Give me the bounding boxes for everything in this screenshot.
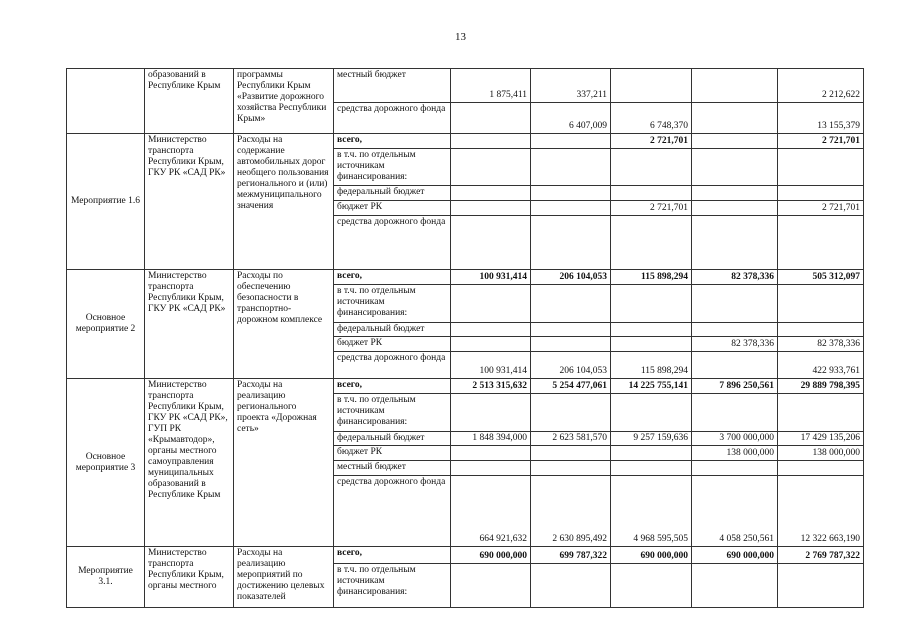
amount-cell [611, 564, 692, 608]
funding-source-cell: бюджет РК [334, 337, 451, 352]
amount-cell: 5 254 477,061 [531, 379, 611, 394]
table-row [67, 270, 864, 285]
amount-cell: 2 721,701 [778, 201, 864, 216]
amount-cell: 2 769 787,322 [778, 547, 864, 564]
amount-cell: 100 931,414 [451, 270, 531, 285]
amount-cell: 100 931,414 [451, 352, 531, 379]
amount-cell: 4 058 250,561 [692, 475, 778, 546]
measure-name-cell: Основное мероприятие 3 [67, 379, 145, 547]
amount-cell: 6 748,370 [611, 102, 692, 133]
measure-name-cell: Мероприятие 3.1. [67, 547, 145, 608]
amount-cell [692, 102, 778, 133]
measure-name-cell: Мероприятие 1.6 [67, 134, 145, 270]
funding-source-cell: средства дорожного фонда [334, 102, 451, 133]
amount-cell [451, 201, 531, 216]
amount-cell: 337,211 [531, 69, 611, 103]
amount-cell: 505 312,097 [778, 270, 864, 285]
amount-cell [611, 284, 692, 322]
funding-source-cell: федеральный бюджет [334, 431, 451, 446]
amount-cell [692, 148, 778, 186]
amount-cell [778, 215, 864, 270]
amount-cell: 664 921,632 [451, 475, 531, 546]
funding-source-cell: в т.ч. по отдельным источникам финансирования: [334, 393, 451, 431]
amount-cell [692, 134, 778, 149]
funding-source-cell: средства дорожного фонда [334, 352, 451, 379]
funding-source-cell: местный бюджет [334, 461, 451, 476]
amount-cell: 2 513 315,632 [451, 379, 531, 394]
amount-cell [778, 148, 864, 186]
amount-cell: 115 898,294 [611, 270, 692, 285]
amount-cell: 690 000,000 [451, 547, 531, 564]
amount-cell [692, 284, 778, 322]
amount-cell: 2 721,701 [778, 134, 864, 149]
amount-cell: 1 875,411 [451, 69, 531, 103]
amount-cell: 690 000,000 [692, 547, 778, 564]
amount-cell [692, 69, 778, 103]
measure-name-cell [67, 69, 145, 134]
table-row [67, 69, 864, 103]
funding-source-cell: в т.ч. по отдельным источникам финансирования: [334, 284, 451, 322]
amount-cell [451, 284, 531, 322]
amount-cell: 206 104,053 [531, 352, 611, 379]
amount-cell: 2 721,701 [611, 134, 692, 149]
amount-cell [531, 201, 611, 216]
amount-cell [451, 337, 531, 352]
executor-cell: образований в Республике Крым [145, 69, 234, 134]
amount-cell [692, 215, 778, 270]
amount-cell: 422 933,761 [778, 352, 864, 379]
amount-cell [531, 134, 611, 149]
amount-cell: 690 000,000 [611, 547, 692, 564]
amount-cell: 138 000,000 [778, 446, 864, 461]
amount-cell [611, 69, 692, 103]
amount-cell [611, 215, 692, 270]
amount-cell [451, 322, 531, 337]
funding-source-cell: в т.ч. по отдельным источникам финансирования: [334, 148, 451, 186]
amount-cell: 29 889 798,395 [778, 379, 864, 394]
amount-cell [611, 322, 692, 337]
amount-cell [692, 393, 778, 431]
amount-cell [531, 284, 611, 322]
amount-cell: 82 378,336 [692, 337, 778, 352]
executor-cell: Министерство транспорта Республики Крым, ГКУ РК «САД РК», ГУП РК «Крымавтодор», органы местного самоуправления муниципальных образований в Республике Крым [145, 379, 234, 547]
amount-cell: 699 787,322 [531, 547, 611, 564]
amount-cell [692, 352, 778, 379]
amount-cell: 17 429 135,206 [778, 431, 864, 446]
amount-cell [531, 337, 611, 352]
amount-cell [451, 215, 531, 270]
table-row [67, 379, 864, 394]
page-number: 13 [455, 31, 466, 43]
amount-cell: 2 623 581,570 [531, 431, 611, 446]
executor-cell: Министерство транспорта Республики Крым, ГКУ РК «САД РК» [145, 270, 234, 379]
amount-cell [531, 461, 611, 476]
description-cell: Расходы на реализацию мероприятий по достижению целевых показателей [234, 547, 334, 608]
amount-cell [451, 446, 531, 461]
amount-cell [451, 102, 531, 133]
amount-cell [611, 148, 692, 186]
funding-source-cell: федеральный бюджет [334, 322, 451, 337]
description-cell: программы Республики Крым «Развитие дорожного хозяйства Республики Крым» [234, 69, 334, 134]
amount-cell: 115 898,294 [611, 352, 692, 379]
amount-cell [531, 215, 611, 270]
amount-cell: 82 378,336 [692, 270, 778, 285]
executor-cell: Министерство транспорта Республики Крым, органы местного [145, 547, 234, 608]
amount-cell [451, 393, 531, 431]
amount-cell [451, 186, 531, 201]
funding-source-cell: средства дорожного фонда [334, 215, 451, 270]
amount-cell: 82 378,336 [778, 337, 864, 352]
amount-cell: 4 968 595,505 [611, 475, 692, 546]
funding-source-cell: всего, [334, 270, 451, 285]
amount-cell: 3 700 000,000 [692, 431, 778, 446]
amount-cell [531, 564, 611, 608]
amount-cell [692, 564, 778, 608]
funding-source-cell: федеральный бюджет [334, 186, 451, 201]
amount-cell [692, 322, 778, 337]
amount-cell [451, 134, 531, 149]
funding-source-cell: средства дорожного фонда [334, 475, 451, 546]
measure-name-cell: Основное мероприятие 2 [67, 270, 145, 379]
amount-cell [778, 322, 864, 337]
amount-cell [778, 564, 864, 608]
amount-cell [692, 461, 778, 476]
amount-cell [778, 186, 864, 201]
amount-cell: 14 225 755,141 [611, 379, 692, 394]
amount-cell [451, 564, 531, 608]
amount-cell [531, 186, 611, 201]
amount-cell [611, 186, 692, 201]
description-cell: Расходы на реализацию регионального проекта «Дорожная сеть» [234, 379, 334, 547]
amount-cell: 12 322 663,190 [778, 475, 864, 546]
funding-source-cell: в т.ч. по отдельным источникам финансирования: [334, 564, 451, 608]
amount-cell [531, 446, 611, 461]
funding-source-cell: бюджет РК [334, 201, 451, 216]
budget-table [66, 68, 864, 608]
amount-cell: 138 000,000 [692, 446, 778, 461]
amount-cell [778, 461, 864, 476]
amount-cell: 13 155,379 [778, 102, 864, 133]
table-row [67, 547, 864, 564]
amount-cell: 2 721,701 [611, 201, 692, 216]
description-cell: Расходы на содержание автомобильных дорог необщего пользования регионального и (или) межмуниципального значения [234, 134, 334, 270]
amount-cell [531, 393, 611, 431]
amount-cell: 2 212,622 [778, 69, 864, 103]
amount-cell: 7 896 250,561 [692, 379, 778, 394]
table-row [67, 134, 864, 149]
funding-source-cell: местный бюджет [334, 69, 451, 103]
funding-source-cell: всего, [334, 134, 451, 149]
amount-cell [692, 186, 778, 201]
amount-cell [611, 393, 692, 431]
description-cell: Расходы по обеспечению безопасности в транспортно-дорожном комплексе [234, 270, 334, 379]
amount-cell: 9 257 159,636 [611, 431, 692, 446]
amount-cell [778, 393, 864, 431]
amount-cell [778, 284, 864, 322]
table-body [67, 69, 864, 608]
amount-cell [451, 461, 531, 476]
amount-cell [611, 337, 692, 352]
amount-cell [451, 148, 531, 186]
amount-cell [531, 148, 611, 186]
amount-cell [611, 446, 692, 461]
funding-source-cell: бюджет РК [334, 446, 451, 461]
amount-cell: 206 104,053 [531, 270, 611, 285]
executor-cell: Министерство транспорта Республики Крым, ГКУ РК «САД РК» [145, 134, 234, 270]
amount-cell: 1 848 394,000 [451, 431, 531, 446]
amount-cell [611, 461, 692, 476]
funding-source-cell: всего, [334, 547, 451, 564]
amount-cell [531, 322, 611, 337]
amount-cell: 6 407,009 [531, 102, 611, 133]
amount-cell [692, 201, 778, 216]
funding-source-cell: всего, [334, 379, 451, 394]
amount-cell: 2 630 895,492 [531, 475, 611, 546]
